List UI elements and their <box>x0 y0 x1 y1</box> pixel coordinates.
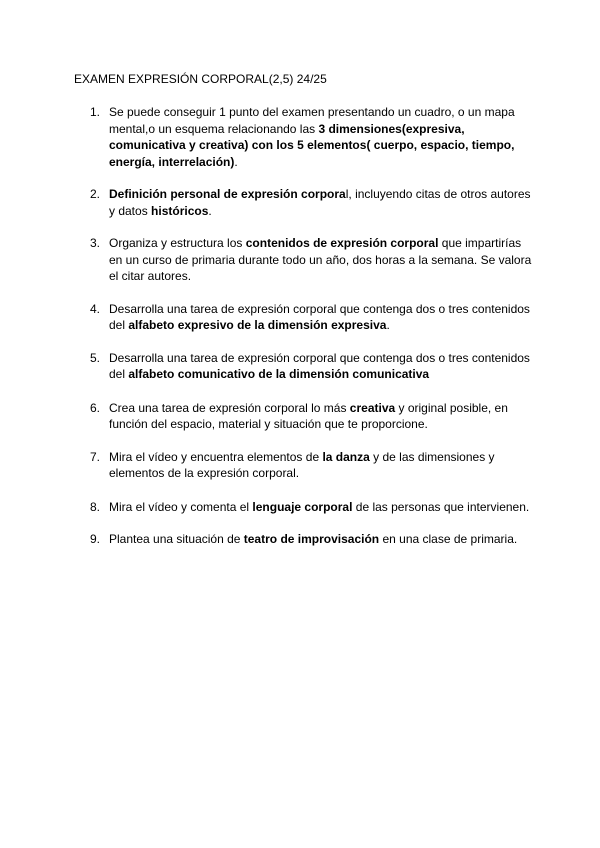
question-text-part: y de las dimensiones y elementos de la expresión corporal. <box>109 449 495 480</box>
question-item <box>74 301 534 334</box>
question-text-part: Mira el vídeo y comenta el <box>109 499 253 514</box>
question-number: 8. <box>90 499 101 514</box>
question-text-part: y original posible, en función del espacio, material y situación que te proporcione. <box>109 400 508 431</box>
question-number: 5. <box>90 350 101 365</box>
question-item <box>74 235 534 285</box>
question-text <box>109 532 517 546</box>
question-text-part: Organiza y estructura los <box>109 236 246 250</box>
question-text-part: Plantea una situación de <box>109 532 244 546</box>
question-text-part: Desarrolla una tarea de expresión corporal que contenga dos o tres contenidos del <box>109 301 530 332</box>
question-item <box>74 350 534 383</box>
question-text-bold: lenguaje corporal <box>252 499 353 514</box>
question-text-part: de las personas que intervienen. <box>352 499 530 514</box>
question-text <box>109 450 495 481</box>
question-item <box>74 531 534 548</box>
question-text-part: . <box>234 154 238 169</box>
question-text <box>109 187 531 218</box>
question-text <box>109 302 530 333</box>
question-text-bold: 3 dimensiones(expresiva, comunicativa y creativa) con los 5 elementos( cuerpo, espacio, tiempo, energía, interrelación) <box>109 121 515 169</box>
question-text-part: Se puede conseguir 1 punto del examen presentando un cuadro, o un mapa mental,o un esquema relacionando las <box>109 105 515 136</box>
question-text-part: . <box>386 318 390 332</box>
question-text-part: Crea una tarea de expresión corporal lo más <box>109 400 350 415</box>
question-text-bold: teatro de improvisación <box>243 532 380 546</box>
question-item <box>74 499 534 516</box>
question-item <box>74 186 534 219</box>
question-text <box>109 105 515 169</box>
question-text-bold: alfabeto comunicativo de la dimensión comunicativa <box>128 367 430 381</box>
question-text-bold: Definición personal de expresión corpora <box>109 187 346 201</box>
question-text-bold: alfabeto expresivo de la dimensión expresiva <box>128 318 387 332</box>
question-text-part: que impartirías en un curso de primaria durante todo un año, dos horas a la semana. Se valora el citar autores. <box>109 236 532 283</box>
question-item <box>74 449 534 482</box>
question-number: 2. <box>90 187 101 201</box>
question-text-bold: creativa <box>349 400 396 415</box>
question-text-bold: contenidos de expresión corporal <box>245 236 439 250</box>
question-text-part: Desarrolla una tarea de expresión corporal que contenga dos o tres contenidos del <box>109 350 530 381</box>
question-text-part: en una clase de primaria. <box>379 532 518 546</box>
question-number: 1. <box>90 105 101 119</box>
question-number: 4. <box>90 301 101 316</box>
question-number: 9. <box>90 532 101 546</box>
question-text-bold: la danza <box>322 449 370 464</box>
document-title: EXAMEN EXPRESIÓN CORPORAL(2,5) 24/25 <box>74 72 327 86</box>
question-text-part: Mira el vídeo y encuentra elementos de <box>109 449 323 464</box>
question-number: 6. <box>90 400 101 415</box>
question-text <box>109 236 531 283</box>
question-list <box>74 104 534 548</box>
question-item <box>74 400 534 433</box>
question-item <box>74 104 534 170</box>
question-text-part: l, incluyendo citas de otros autores y datos <box>109 187 531 218</box>
question-text-bold: históricos <box>151 203 209 218</box>
question-text-part: . <box>208 203 212 218</box>
question-number: 7. <box>90 449 101 464</box>
question-text <box>109 401 508 432</box>
question-number: 3. <box>90 236 101 250</box>
question-text <box>109 500 529 514</box>
question-text <box>109 351 530 382</box>
